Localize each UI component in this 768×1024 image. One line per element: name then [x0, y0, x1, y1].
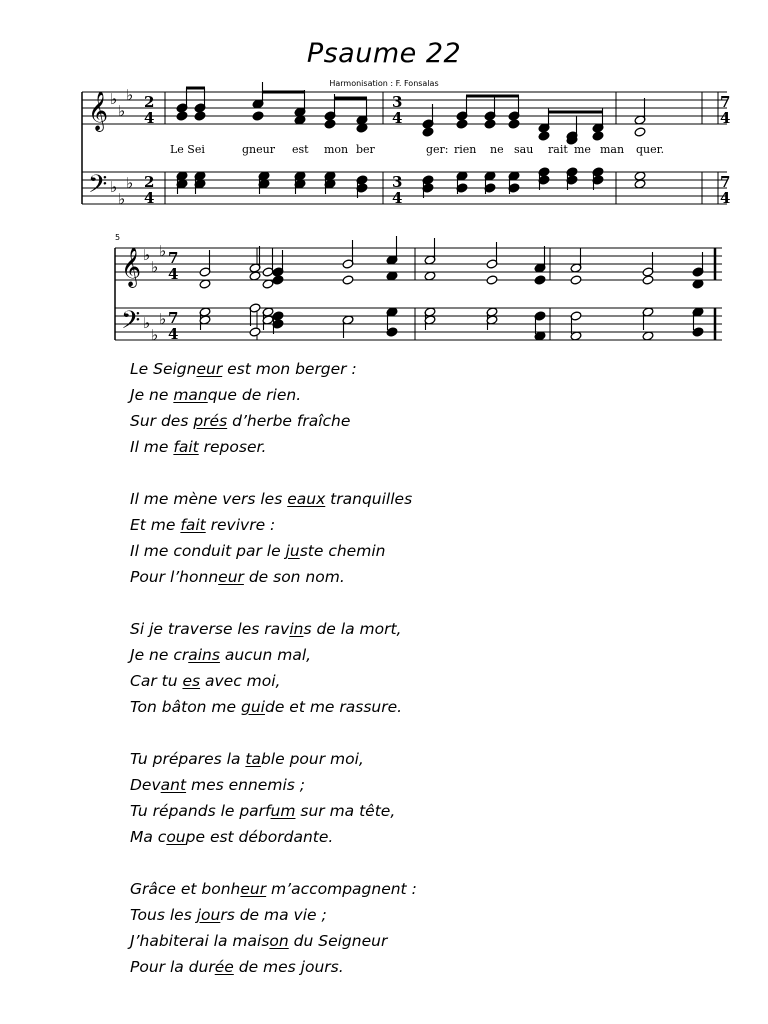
lyric-syllable: ne: [490, 143, 504, 156]
stanza-line: [130, 928, 690, 954]
stanza: [130, 616, 690, 720]
flat-sign: ♭: [143, 314, 151, 332]
lyric-syllable: ger:: [426, 143, 449, 156]
accented-syllable: jou: [196, 906, 221, 924]
accented-syllable: ta: [245, 750, 261, 768]
text-segment: Dev: [130, 776, 161, 794]
text-segment: Pour l’honn: [130, 568, 219, 586]
time-signature: [392, 173, 402, 207]
note: [592, 131, 604, 141]
note: [570, 275, 582, 285]
time-sig-denominator: 4: [168, 325, 179, 343]
staff-lines: [82, 92, 727, 340]
notehead: [534, 275, 546, 285]
stanza-line: [130, 772, 690, 798]
accented-syllable: in: [289, 620, 304, 638]
text-segment: est mon berger :: [222, 360, 357, 378]
treble-clef: 𝄞: [88, 91, 109, 131]
time-signature: [720, 173, 730, 207]
note: [324, 119, 336, 129]
note: [176, 111, 188, 121]
stanza-line: [130, 512, 690, 538]
notehead: [508, 119, 520, 129]
notehead: [456, 119, 468, 129]
accented-syllable: eur: [240, 880, 267, 898]
psalm-text: [130, 356, 690, 1006]
accented-syllable: on: [269, 932, 289, 950]
text-segment: Si je traverse les rav: [130, 620, 290, 638]
note: [642, 275, 654, 285]
stanza: [130, 356, 690, 460]
time-sig-numerator: 3: [392, 173, 403, 191]
text-segment: Pour la dur: [130, 958, 215, 976]
note: [194, 111, 206, 121]
time-signature: [168, 249, 178, 283]
time-sig-numerator: 7: [720, 93, 731, 111]
time-sig-denominator: 4: [392, 189, 403, 207]
note: [262, 248, 274, 277]
note: [386, 236, 398, 265]
note: [422, 127, 434, 137]
time-signature: [720, 93, 730, 127]
text-segment: Grâce et bonh: [130, 880, 241, 898]
accented-syllable: fait: [180, 516, 206, 534]
text-segment: Et me: [130, 516, 181, 534]
stanza-line: [130, 694, 690, 720]
time-sig-denominator: 4: [168, 265, 179, 283]
stanza-line: [130, 954, 690, 980]
flat-sign: ♭: [126, 174, 134, 192]
notehead: [570, 275, 582, 285]
text-segment: Tu prépares la: [130, 750, 246, 768]
lyric-syllable: ber: [356, 143, 375, 156]
lyric-syllable: est: [292, 143, 309, 156]
stanza-line: [130, 538, 690, 564]
stanza: [130, 486, 690, 590]
notehead: [249, 327, 261, 337]
notehead: [634, 127, 646, 137]
lyric-syllable: sau: [514, 143, 534, 156]
text-segment: mes ennemis ;: [186, 776, 305, 794]
lyric-syllable: gneur: [242, 143, 275, 156]
flat-sign: ♭: [110, 178, 118, 196]
lyric-syllable: mon: [324, 143, 349, 156]
text-segment: Il me mène vers les: [130, 490, 288, 508]
note: [249, 327, 261, 337]
text-segment: de son nom.: [243, 568, 345, 586]
note: [486, 275, 498, 285]
accented-syllable: ant: [160, 776, 187, 794]
time-sig-numerator: 7: [720, 173, 731, 191]
text-segment: J’habiterai la mais: [130, 932, 270, 950]
notehead: [176, 111, 188, 121]
accented-syllable: es: [182, 672, 201, 690]
note: [534, 311, 546, 334]
text-segment: ble pour moi,: [260, 750, 364, 768]
stanza-line: [130, 824, 690, 850]
text-segment: pe est débordante.: [185, 828, 334, 846]
accented-syllable: eaux: [287, 490, 326, 508]
notehead: [252, 111, 264, 121]
time-sig-numerator: 7: [168, 309, 179, 327]
flat-sign: ♭: [151, 326, 159, 344]
bass-clef: 𝄢: [121, 306, 141, 341]
note: [252, 111, 264, 121]
note: [294, 90, 306, 117]
text-segment: m’accompagnent :: [266, 880, 417, 898]
page-title: Psaume 22: [306, 38, 462, 69]
text-segment: Sur des: [130, 412, 194, 430]
accented-syllable: eur: [218, 568, 244, 586]
stanza-line: [130, 434, 690, 460]
bass-clef: 𝄢: [88, 170, 108, 205]
note: [508, 119, 520, 129]
note: [634, 98, 646, 125]
notehead: [342, 275, 354, 285]
flat-sign: ♭: [151, 258, 159, 276]
note: [570, 311, 582, 334]
flat-sign: ♭: [143, 246, 151, 264]
text-segment: Je ne cr: [130, 646, 189, 664]
note: [424, 238, 436, 265]
flat-sign: ♭: [126, 86, 134, 104]
text-segment: Ton bâton me: [130, 698, 241, 716]
note: [356, 98, 368, 125]
measure-number: 5: [115, 233, 121, 242]
time-sig-denominator: 4: [720, 189, 731, 207]
accented-syllable: eur: [196, 360, 223, 378]
text-segment: Tous les: [130, 906, 197, 924]
accented-syllable: ains: [188, 646, 220, 664]
text-segment: rs de ma vie ;: [220, 906, 327, 924]
music-score: [0, 0, 768, 360]
note: [538, 131, 550, 141]
text-segment: revivre :: [205, 516, 276, 534]
note: [642, 307, 654, 330]
text-segment: de et me rassure.: [264, 698, 403, 716]
note: [342, 240, 354, 269]
lyric-syllable: quer.: [636, 143, 665, 156]
note: [456, 119, 468, 129]
stanza-line: [130, 356, 690, 382]
note: [252, 82, 264, 109]
notehead: [194, 111, 206, 121]
text-segment: Ma c: [130, 828, 167, 846]
note: [249, 246, 261, 273]
score-marks: [88, 82, 730, 344]
harmonisation-credit: Harmonisation : F. Fonsalas: [329, 79, 439, 88]
flat-sign: ♭: [110, 90, 118, 108]
stanza: [130, 746, 690, 850]
text-segment: Car tu: [130, 672, 183, 690]
stanza-line: [130, 486, 690, 512]
notehead: [422, 127, 434, 137]
text-segment: du Seigneur: [288, 932, 388, 950]
stanza-line: [130, 408, 690, 434]
lyric-syllable: me: [574, 143, 591, 156]
text-segment: ste chemin: [299, 542, 386, 560]
accented-syllable: gui: [241, 698, 265, 716]
lyric-syllable: man: [600, 143, 625, 156]
text-segment: Il me: [130, 438, 174, 456]
notehead: [642, 275, 654, 285]
treble-clef: 𝄞: [121, 247, 142, 287]
note: [534, 275, 546, 285]
note: [534, 246, 546, 273]
note: [484, 119, 496, 129]
stanza-line: [130, 798, 690, 824]
text-segment: reposer.: [198, 438, 267, 456]
accented-syllable: ée: [214, 958, 234, 976]
notehead: [592, 131, 604, 141]
stanza: [130, 876, 690, 980]
time-signature: [144, 173, 154, 207]
text-segment: sur ma tête,: [295, 802, 396, 820]
accented-syllable: man: [173, 386, 208, 404]
lyric-syllable: rait: [548, 143, 568, 156]
stanza-line: [130, 746, 690, 772]
text-segment: aucun mal,: [219, 646, 312, 664]
note: [249, 303, 261, 326]
flat-sign: ♭: [159, 242, 167, 260]
stanza-line: [130, 616, 690, 642]
note: [570, 248, 582, 273]
note: [692, 307, 704, 330]
text-segment: de mes jours.: [233, 958, 344, 976]
time-sig-denominator: 4: [392, 109, 403, 127]
time-sig-denominator: 4: [144, 109, 155, 127]
time-sig-numerator: 2: [144, 93, 155, 111]
accented-syllable: ou: [166, 828, 186, 846]
stanza-line: [130, 668, 690, 694]
stanza-line: [130, 876, 690, 902]
stanza-line: [130, 382, 690, 408]
lyric-syllable: rien: [454, 143, 477, 156]
time-signature: [392, 93, 402, 127]
stanza-line: [130, 564, 690, 590]
flat-sign: ♭: [159, 310, 167, 328]
time-sig-numerator: 7: [168, 249, 179, 267]
lyric-syllable: Le Sei: [170, 143, 205, 156]
score-lyrics: [170, 143, 664, 156]
text-segment: s de la mort,: [303, 620, 402, 638]
notehead: [486, 275, 498, 285]
flat-sign: ♭: [118, 190, 126, 208]
text-segment: avec moi,: [200, 672, 281, 690]
notehead: [324, 119, 336, 129]
time-signature: [168, 309, 178, 343]
text-segment: tranquilles: [325, 490, 413, 508]
stanza-line: [130, 902, 690, 928]
note: [386, 307, 398, 330]
notehead: [272, 275, 284, 285]
text-segment: Le Seign: [130, 360, 197, 378]
flat-sign: ♭: [118, 102, 126, 120]
accented-syllable: ju: [285, 542, 300, 560]
time-sig-numerator: 2: [144, 173, 155, 191]
text-segment: Il me conduit par le: [130, 542, 286, 560]
time-sig-numerator: 3: [392, 93, 403, 111]
time-signature: [144, 93, 154, 127]
time-sig-denominator: 4: [720, 109, 731, 127]
text-segment: d’herbe fraîche: [227, 412, 351, 430]
notehead: [538, 131, 550, 141]
time-sig-denominator: 4: [144, 189, 155, 207]
accented-syllable: fait: [173, 438, 199, 456]
text-segment: Tu répands le parf: [130, 802, 271, 820]
stanza-line: [130, 642, 690, 668]
text-segment: que de rien.: [207, 386, 302, 404]
text-segment: Je ne: [130, 386, 174, 404]
notehead: [484, 119, 496, 129]
accented-syllable: prés: [193, 412, 228, 430]
note: [342, 275, 354, 285]
accented-syllable: um: [270, 802, 296, 820]
note: [634, 127, 646, 137]
note: [272, 275, 284, 285]
